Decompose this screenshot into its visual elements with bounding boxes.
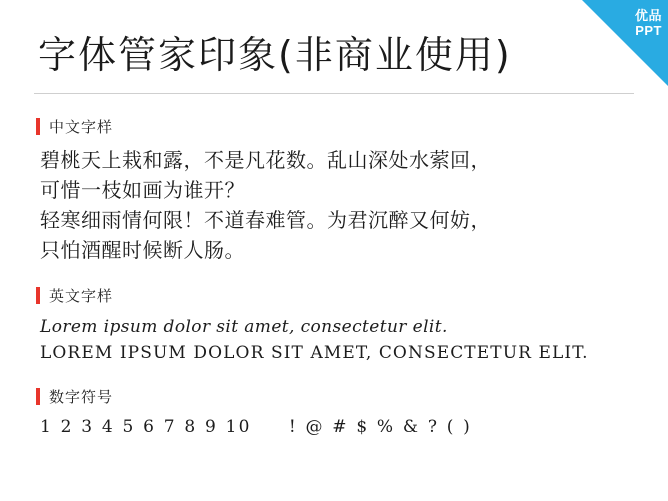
- accent-bar-icon: [36, 388, 40, 405]
- section-chinese: [32, 116, 636, 265]
- accent-bar-icon: [36, 287, 40, 304]
- section-english: [32, 285, 636, 366]
- title-divider: [34, 93, 634, 94]
- sample-line: 只怕酒醒时候断人肠。: [40, 238, 245, 262]
- page-title: 字体管家印象(非商业使用): [38, 33, 512, 77]
- section-label-chinese: 中文字样: [49, 119, 114, 136]
- sample-text-english: [40, 314, 636, 366]
- sample-text-numerals: [40, 415, 636, 439]
- sample-line: Lorem ipsum dolor sit amet, consectetur elit.: [40, 317, 448, 337]
- section-heading-numerals: [36, 386, 636, 407]
- section-label-numerals: 数字符号: [49, 389, 114, 406]
- ribbon-text: [635, 8, 662, 38]
- watermark-ribbon: [582, 0, 668, 86]
- sample-line: 可惜一枝如画为谁开？: [40, 178, 245, 202]
- section-heading-chinese: [36, 116, 636, 137]
- section-heading-english: [36, 285, 636, 306]
- sample-digits: 1 2 3 4 5 6 7 8 9 10: [40, 417, 252, 437]
- sample-line: LOREM IPSUM DOLOR SIT AMET, CONSECTETUR ELIT.: [40, 343, 589, 363]
- section-numerals: [32, 386, 636, 439]
- accent-bar-icon: [36, 118, 40, 135]
- ribbon-line-2: PPT: [635, 23, 662, 38]
- sample-text-chinese: [40, 145, 636, 265]
- sample-line: 碧桃天上栽和露，不是凡花数。乱山深处水萦回，: [40, 148, 491, 172]
- sample-symbols: ! @ # $ % & ? ( ): [288, 417, 473, 437]
- section-label-english: 英文字样: [49, 288, 114, 305]
- ribbon-line-1: 优品: [634, 8, 662, 23]
- sample-line: 轻寒细雨情何限！不道春难管。为君沉醉又何妨，: [40, 208, 491, 232]
